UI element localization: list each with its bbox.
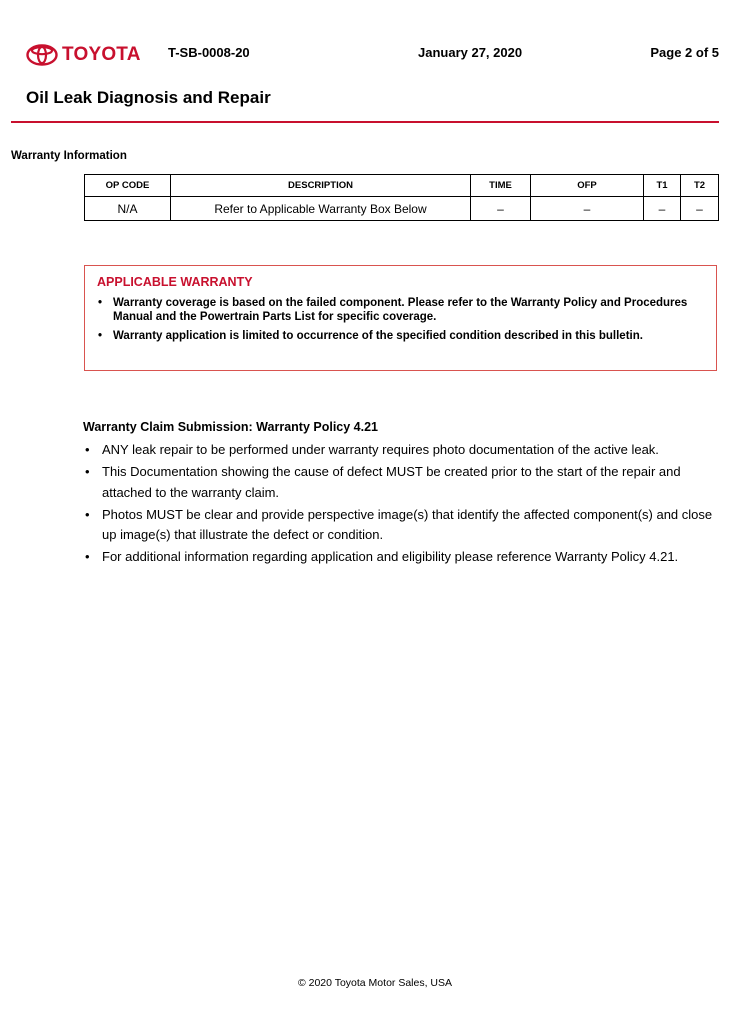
list-item-text: For additional information regarding application and eligibility please reference Warranty Policy 4.21.: [102, 549, 679, 564]
list-item-text: ANY leak repair to be performed under warranty requires photo documentation of the active leak.: [102, 442, 659, 457]
applicable-warranty-title: APPLICABLE WARRANTY: [97, 275, 253, 289]
warranty-table: [84, 174, 719, 221]
column-header-ofp: OFP: [531, 175, 644, 197]
bullet-icon: •: [98, 330, 103, 342]
warranty-information-heading: Warranty Information: [11, 150, 127, 162]
list-item: [83, 440, 728, 461]
column-header-t2: T2: [681, 175, 719, 197]
list-item-text: Warranty application is limited to occurrence of the specified condition described in this bulletin.: [113, 330, 643, 342]
column-header-time: TIME: [471, 175, 531, 197]
bullet-icon: •: [98, 297, 103, 309]
table-row: [85, 197, 719, 221]
cell-t1: –: [644, 197, 681, 221]
toyota-emblem-icon: [26, 44, 58, 66]
cell-op-code: N/A: [85, 197, 171, 221]
list-item-text: This Documentation showing the cause of defect MUST be created prior to the start of the repair and attached to the warranty claim.: [102, 464, 681, 500]
applicable-warranty-box: [84, 265, 717, 371]
column-header-t1: T1: [644, 175, 681, 197]
bulletin-number: T-SB-0008-20: [168, 45, 250, 60]
bullet-icon: •: [85, 442, 90, 457]
bulletin-date: January 27, 2020: [418, 45, 523, 60]
cell-description: Refer to Applicable Warranty Box Below: [171, 197, 471, 221]
bullet-icon: •: [85, 464, 90, 479]
page-number: Page 2 of 5: [650, 45, 719, 60]
list-item: [83, 462, 728, 503]
bullet-icon: •: [85, 506, 90, 522]
applicable-warranty-list: [97, 296, 697, 348]
logo-wordmark: TOYOTA: [62, 44, 141, 65]
list-item: [97, 296, 697, 324]
header-divider: [11, 121, 719, 123]
list-item: [83, 547, 728, 568]
page-title: Oil Leak Diagnosis and Repair: [26, 88, 271, 107]
claim-submission-list: [83, 440, 728, 569]
list-item-text: Warranty coverage is based on the failed component. Please refer to the Warranty Policy and Procedures Manual and the Powertrain Parts List for specific coverage.: [113, 297, 688, 323]
list-item-text: Photos MUST be clear and provide perspective image(s) that identify the affected component(s) and close up image(s) that illustrate the defect or condition.: [102, 506, 713, 542]
list-item: [83, 505, 728, 546]
list-item: [97, 329, 697, 343]
bullet-icon: •: [85, 549, 90, 564]
cell-t2: –: [681, 197, 719, 221]
claim-submission-heading: Warranty Claim Submission: Warranty Policy 4.21: [83, 420, 378, 434]
table-header-row: [85, 175, 719, 197]
cell-ofp: –: [531, 197, 644, 221]
column-header-op-code: OP CODE: [85, 175, 171, 197]
column-header-description: DESCRIPTION: [171, 175, 471, 197]
footer-copyright: © 2020 Toyota Motor Sales, USA: [297, 977, 453, 989]
toyota-logo: [26, 42, 141, 68]
cell-time: –: [471, 197, 531, 221]
